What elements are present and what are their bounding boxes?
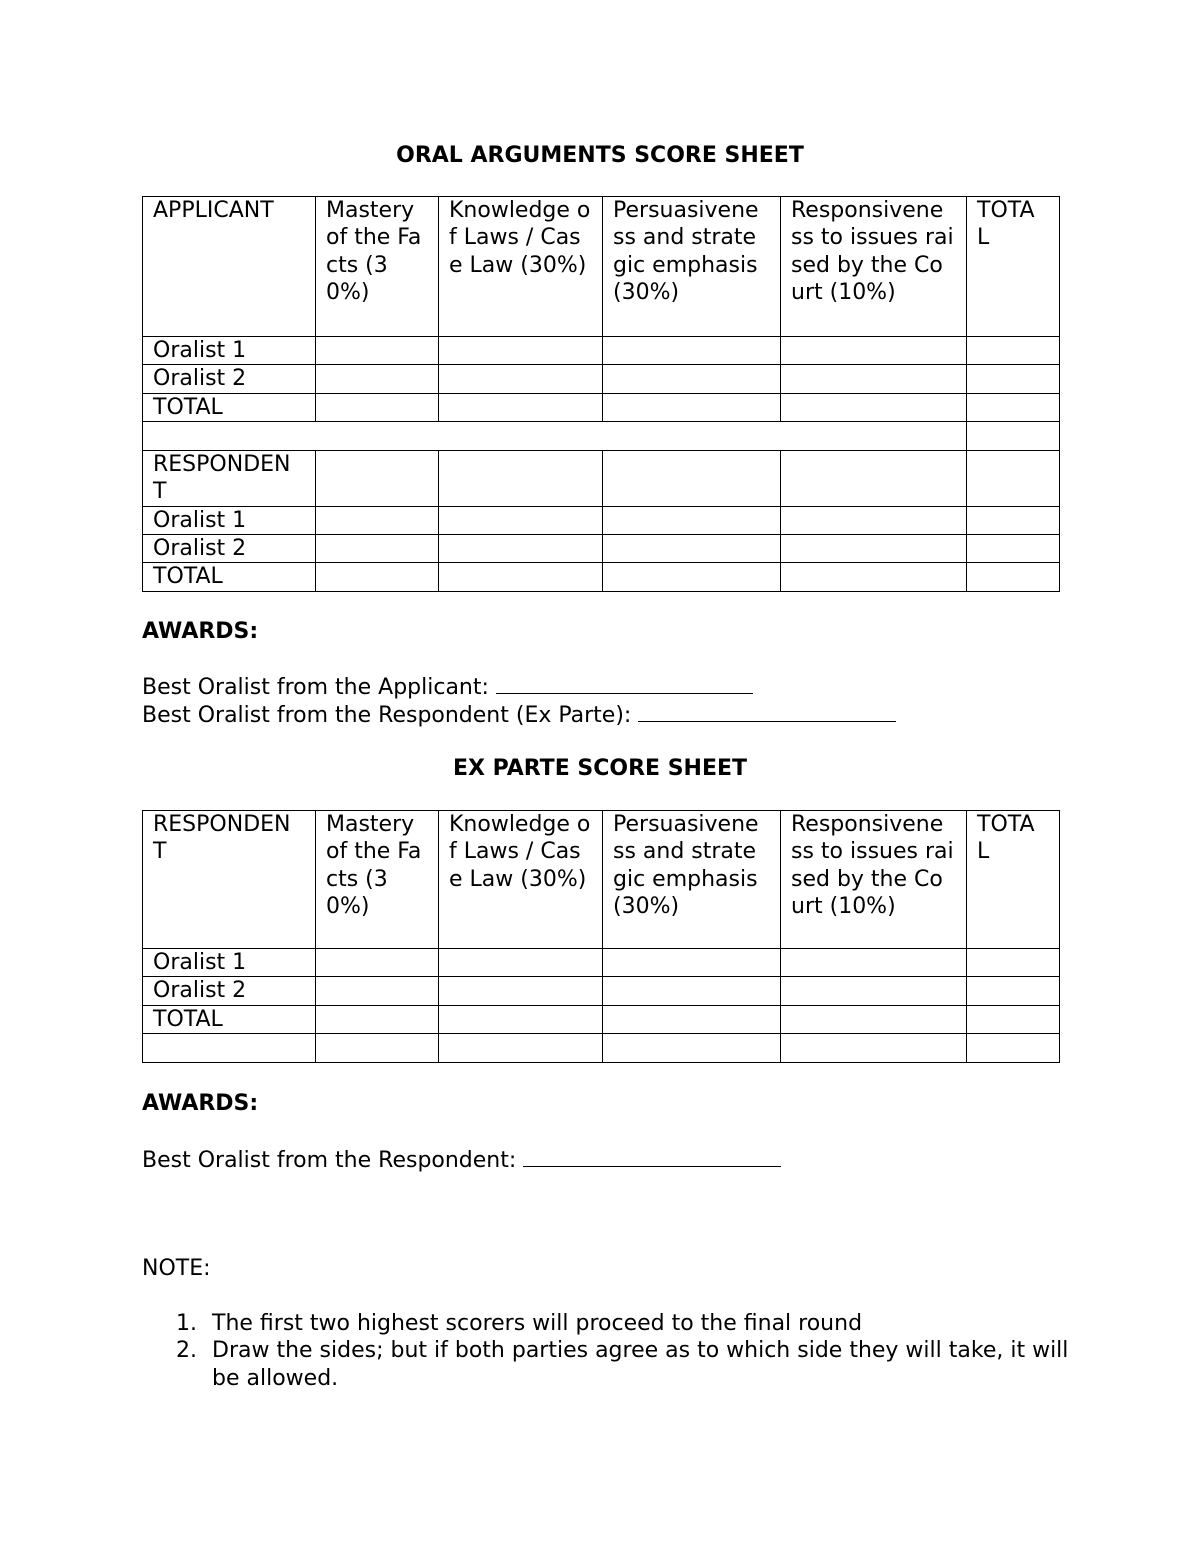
score-cell[interactable] xyxy=(967,450,1060,506)
header-responsiveness: Responsivene ss to issues raised by the Court (10%) xyxy=(781,811,967,949)
header-total: TOTA L xyxy=(967,811,1060,949)
table-row xyxy=(143,535,1060,563)
header-knowledge: Knowledge of Laws / Case Law (30%) xyxy=(439,811,603,949)
score-cell[interactable] xyxy=(439,393,603,421)
table-row xyxy=(143,1034,1060,1062)
best-oralist-respondent-exparte-label: Best Oralist from the Respondent (Ex Parte): xyxy=(142,703,632,728)
score-cell[interactable] xyxy=(781,949,967,977)
score-cell[interactable] xyxy=(603,1005,781,1033)
best-oralist-applicant-blank[interactable] xyxy=(496,673,753,694)
score-cell[interactable] xyxy=(967,337,1060,365)
header-respondent: RESPONDEN T xyxy=(143,811,316,949)
note-list xyxy=(142,1310,1072,1392)
score-cell[interactable] xyxy=(316,393,439,421)
score-cell[interactable] xyxy=(316,365,439,393)
header-applicant: APPLICANT xyxy=(143,197,316,337)
score-cell[interactable] xyxy=(781,563,967,591)
row-label: Oralist 1 xyxy=(143,506,316,534)
best-oralist-respondent-exparte-line xyxy=(142,701,896,729)
ex-parte-table xyxy=(142,810,1060,1063)
header-knowledge: Knowledge of Laws / Case Law (30%) xyxy=(439,197,603,337)
score-cell[interactable] xyxy=(603,506,781,534)
list-number: 2. xyxy=(176,1338,197,1364)
header-responsiveness: Responsivene ss to issues raised by the Court (10%) xyxy=(781,197,967,337)
score-cell[interactable] xyxy=(316,977,439,1005)
table-header-row xyxy=(143,197,1060,337)
table-row xyxy=(143,337,1060,365)
score-cell[interactable] xyxy=(316,506,439,534)
row-label: TOTAL xyxy=(143,563,316,591)
score-cell[interactable] xyxy=(316,535,439,563)
score-cell[interactable] xyxy=(439,450,603,506)
score-cell[interactable] xyxy=(781,506,967,534)
list-text: The first two highest scorers will proceed to the final round xyxy=(212,1311,863,1336)
list-number: 1. xyxy=(176,1311,197,1336)
list-item xyxy=(142,1310,1072,1337)
separator-total-cell xyxy=(967,422,1060,450)
header-total: TOTA L xyxy=(967,197,1060,337)
best-oralist-applicant-line xyxy=(142,673,753,701)
score-cell[interactable] xyxy=(603,337,781,365)
score-cell[interactable] xyxy=(439,1034,603,1062)
score-cell[interactable] xyxy=(439,1005,603,1033)
score-cell[interactable] xyxy=(781,393,967,421)
list-text: Draw the sides; but if both parties agree as to which side they will take, it will be allowed. xyxy=(212,1338,1069,1391)
note-label: NOTE: xyxy=(142,1256,211,1281)
score-cell[interactable] xyxy=(781,1005,967,1033)
score-cell[interactable] xyxy=(603,949,781,977)
score-cell[interactable] xyxy=(781,1034,967,1062)
score-cell[interactable] xyxy=(967,393,1060,421)
table-row xyxy=(143,949,1060,977)
separator-cell xyxy=(143,422,967,450)
score-cell[interactable] xyxy=(603,977,781,1005)
score-cell[interactable] xyxy=(781,977,967,1005)
score-cell[interactable] xyxy=(967,535,1060,563)
score-cell[interactable] xyxy=(967,977,1060,1005)
score-cell[interactable] xyxy=(316,949,439,977)
score-cell[interactable] xyxy=(781,365,967,393)
score-cell[interactable] xyxy=(439,506,603,534)
score-cell[interactable] xyxy=(967,563,1060,591)
score-cell[interactable] xyxy=(603,563,781,591)
score-cell[interactable] xyxy=(603,535,781,563)
best-oralist-respondent-blank[interactable] xyxy=(523,1146,781,1167)
score-cell[interactable] xyxy=(603,450,781,506)
awards-heading: AWARDS: xyxy=(142,619,259,644)
list-item xyxy=(142,1337,1072,1392)
row-label: TOTAL xyxy=(143,1005,316,1033)
header-mastery: Mastery of the Facts (30%) xyxy=(316,811,439,949)
header-persuasiveness: Persuasivene ss and strategic emphasis (30%) xyxy=(603,197,781,337)
row-label: Oralist 1 xyxy=(143,337,316,365)
score-cell[interactable] xyxy=(603,393,781,421)
score-cell[interactable] xyxy=(967,1034,1060,1062)
header-mastery: Mastery of the Facts (30%) xyxy=(316,197,439,337)
score-cell[interactable] xyxy=(781,450,967,506)
score-cell[interactable] xyxy=(316,337,439,365)
table-row xyxy=(143,563,1060,591)
score-cell[interactable] xyxy=(316,1034,439,1062)
table-row xyxy=(143,393,1060,421)
awards-heading: AWARDS: xyxy=(142,1091,259,1116)
best-oralist-respondent-line xyxy=(142,1146,781,1174)
score-cell[interactable] xyxy=(316,450,439,506)
score-cell[interactable] xyxy=(967,1005,1060,1033)
table-row xyxy=(143,1005,1060,1033)
respondent-label: RESPONDEN T xyxy=(143,450,316,506)
table-row xyxy=(143,506,1060,534)
table-header-row xyxy=(143,811,1060,949)
score-cell[interactable] xyxy=(603,1034,781,1062)
header-persuasiveness: Persuasivene ss and strategic emphasis (30%) xyxy=(603,811,781,949)
empty-cell[interactable] xyxy=(143,1034,316,1062)
score-cell[interactable] xyxy=(967,949,1060,977)
score-cell[interactable] xyxy=(439,563,603,591)
score-cell[interactable] xyxy=(603,365,781,393)
table-row xyxy=(143,450,1060,506)
score-cell[interactable] xyxy=(316,1005,439,1033)
ex-parte-title: EX PARTE SCORE SHEET xyxy=(452,756,748,781)
score-cell[interactable] xyxy=(439,365,603,393)
score-cell[interactable] xyxy=(316,563,439,591)
best-oralist-applicant-label: Best Oralist from the Applicant: xyxy=(142,675,489,700)
row-label: Oralist 2 xyxy=(143,535,316,563)
best-oralist-respondent-label: Best Oralist from the Respondent: xyxy=(142,1148,517,1173)
score-cell[interactable] xyxy=(439,949,603,977)
table-row xyxy=(143,977,1060,1005)
separator-row xyxy=(143,422,1060,450)
score-cell[interactable] xyxy=(967,506,1060,534)
score-cell[interactable] xyxy=(781,337,967,365)
row-label: Oralist 2 xyxy=(143,365,316,393)
oral-arguments-table xyxy=(142,196,1060,592)
row-label: Oralist 1 xyxy=(143,949,316,977)
row-label: Oralist 2 xyxy=(143,977,316,1005)
score-cell[interactable] xyxy=(439,535,603,563)
oral-arguments-title: ORAL ARGUMENTS SCORE SHEET xyxy=(396,143,804,168)
table-row xyxy=(143,365,1060,393)
best-oralist-respondent-exparte-blank[interactable] xyxy=(638,701,896,722)
score-cell[interactable] xyxy=(967,365,1060,393)
score-cell[interactable] xyxy=(439,977,603,1005)
score-cell[interactable] xyxy=(439,337,603,365)
row-label: TOTAL xyxy=(143,393,316,421)
score-cell[interactable] xyxy=(781,535,967,563)
